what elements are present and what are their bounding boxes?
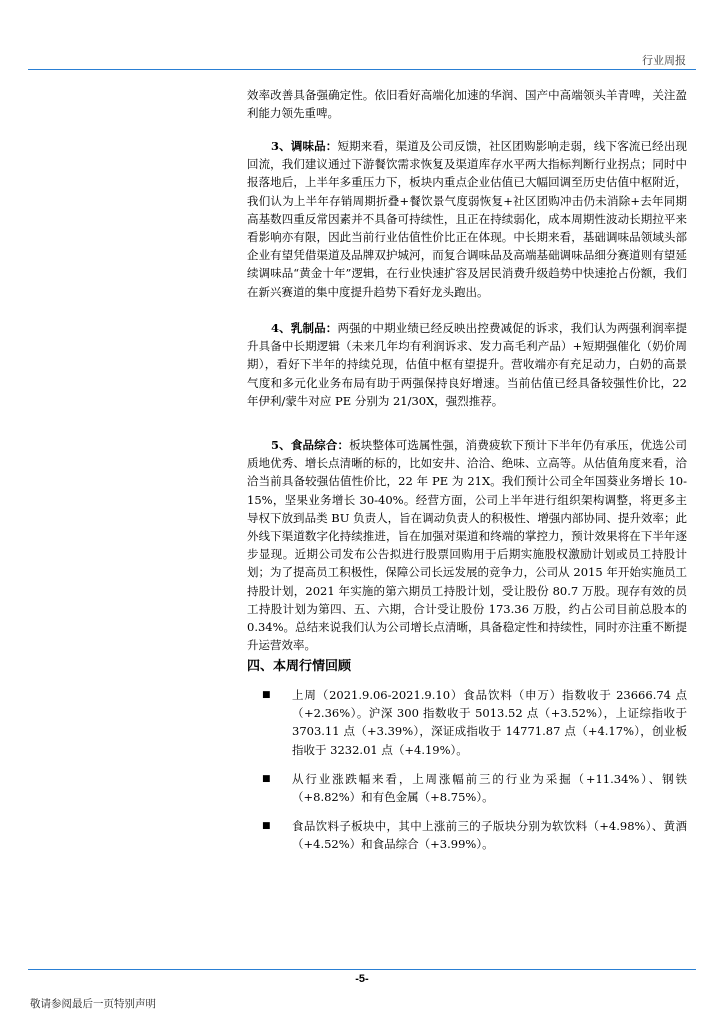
list-item — [262, 770, 687, 806]
list-item — [262, 686, 687, 759]
bullet-square-icon: ■ — [262, 773, 271, 784]
paragraph-lead: 4、乳制品： — [271, 321, 338, 335]
paragraph-body: 板块整体可选属性强，消费疲软下预计下半年仍有承压，优选公司质地优秀、增长点清晰的标的，比如安井、洽洽、绝味、立高等。从估值角度来看，洽洽当前具备较强估值性价比，22 年 PE 为 21X。我们预计公司全年国葵业务增长 10-15%，坚果业务增长 30-40%。经营方面，公司上半年进行组织架构调整，将更多主导权下放到品类 BU 负责人，旨在调动负责人的积极性、增强内部协同、提升效率；此外线下渠道数字化持续推进，旨在加强对渠道和终端的掌控力，预计效果将在下半年逐步显现。近期公司发布公告拟进行股票回购用于后期实施股权激励计划或员工持股计划；为了提高员工积极性，保障公司长远发展的竞争力，公司从 2015 年开始实施员工持股计划，2021 年实施的第六期员工持股计划，受让股份 80.7 万股。现存有效的员工持股计划为第四、五、六期，合计受让股份 173.36 万股，约占公司目前总股本的 0.34%。总结来说我们认为公司增长点清晰，具备稳定性和持续性，同时亦注重不断提升运营效率。 — [247, 438, 687, 653]
paragraph-body: 短期来看，渠道及公司反馈，社区团购影响走弱，线下客流已经出现回流，我们建议通过下游餐饮需求恢复及渠道库存水平两大指标判断行业拐点；同时中报落地后，上半年多重压力下，板块内重点企业估值已大幅回调至历史估值中枢附近，我们认为上半年存销周期折叠+餐饮景气度弱恢复+社区团购冲击仍未消除+去年同期高基数四重反常因素并不具备可持续性，且正在持续弱化，成本周期性波动长期拉平来看影响亦有限，因此当前行业估值性价比正在体现。中长期来看，基础调味品领域头部企业有望凭借渠道及品牌双护城河，而复合调味品及高端基础调味品细分赛道则有望延续调味品“黄金十年”逻辑，在行业快速扩容及居民消费升级趋势中快速抢占份额，我们在新兴赛道的集中度提升趋势下看好龙头跑出。 — [247, 139, 687, 299]
paragraph-body: 两强的中期业绩已经反映出控费减促的诉求，我们认为两强利润率提升具备中长期逻辑（未来几年均有利润诉求、发力高毛利产品）+短期强催化（奶价周期），看好下半年的持续兑现，估值中枢有望提升。营收端亦有充足动力，白奶的高景气度和多元化业务布局有助于两强保持良好增速。当前估值已经具备较强性价比，22 年伊利/蒙牛对应 PE 分别为 21/30X，强烈推荐。 — [247, 321, 687, 408]
bullet-square-icon: ■ — [262, 690, 271, 700]
bullet-text: 上周（2021.9.06-2021.9.10）食品饮料（申万）指数收于 23666.74 点（+2.36%）。沪深 300 指数收于 5013.52 点（+3.52%），上证综指收于 3703.11 点（+3.39%），深证成指收于 14771.87 点（+4.17%），创业板指收于 3232.01 点（+4.19%）。 — [292, 688, 687, 757]
list-item — [262, 817, 687, 853]
paragraph-food — [247, 436, 687, 654]
paragraph-dairy — [247, 319, 687, 410]
bullet-text: 从行业涨跌幅来看，上周涨幅前三的行业为采掘（+11.34%）、钢铁（+8.82%）和有色金属（+8.75%）。 — [292, 771, 687, 805]
paragraph-lead: 3、调味品： — [271, 139, 338, 153]
section-title: 四、本周行情回顾 — [247, 659, 352, 674]
bullet-list — [262, 686, 687, 865]
footer-rule — [28, 969, 696, 970]
paragraph-seasoning — [247, 137, 687, 301]
paragraph-lead: 5、食品综合： — [271, 438, 350, 452]
paragraph-continued: 效率改善具备强确定性。依旧看好高端化加速的华润、国产中高端领头羊青啤，关注盈利能力领先重啤。 — [247, 88, 687, 121]
bullet-square-icon: ■ — [262, 821, 271, 832]
header-label: 行业周报 — [642, 54, 686, 67]
footer-disclaimer: 敬请参阅最后一页特别声明 — [30, 998, 156, 1010]
header-rule — [28, 69, 696, 70]
bullet-text: 食品饮料子板块中，其中上涨前三的子版块分别为软饮料（+4.98%）、黄酒（+4.52%）和食品综合（+3.99%）。 — [292, 819, 687, 852]
page-number: -5- — [355, 973, 369, 985]
